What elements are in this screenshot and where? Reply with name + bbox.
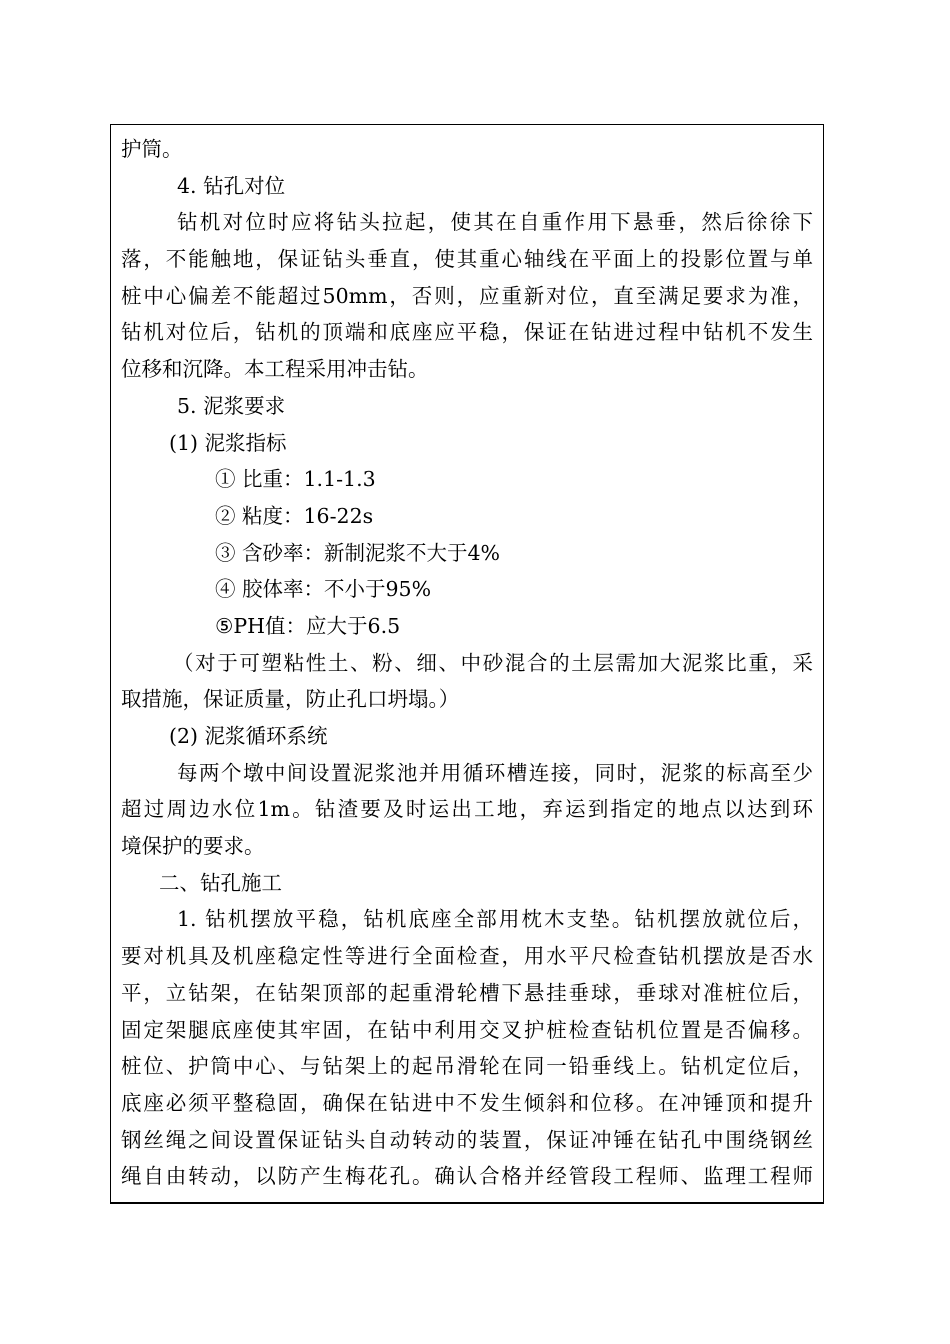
text-line: 桩中心偏差不能超过50mm，否则，应重新对位，直至满足要求为准，	[121, 283, 813, 308]
text-line: 钻机对位时应将钻头拉起，使其在自重作用下悬垂，然后徐徐下	[177, 210, 813, 235]
text-line: （对于可塑粘性土、粉、细、中砂混合的土层需加大泥浆比重，采	[173, 650, 813, 675]
text-line: 位移和沉降。本工程采用冲击钻。	[121, 357, 429, 382]
list-item: ② 粘度：16-22s	[215, 503, 374, 528]
section-heading: 二、钻孔施工	[159, 870, 282, 895]
text-line: 固定架腿底座使其牢固，在钻中利用交叉护桩检查钻机位置是否偏移。	[121, 1017, 813, 1042]
subsection-heading: (1) 泥浆指标	[169, 430, 287, 455]
text-line: 超过周边水位1m。钻渣要及时运出工地，弃运到指定的地点以达到环	[121, 797, 813, 822]
text-line: 护筒。	[121, 137, 183, 161]
list-item: ④ 胶体率：不小于95%	[215, 577, 432, 602]
text-line: 绳自由转动，以防产生梅花孔。确认合格并经管段工程师、监理工程师	[121, 1164, 813, 1189]
text-line: 平，立钻架，在钻架顶部的起重滑轮槽下悬挂垂球，垂球对准桩位后，	[121, 980, 813, 1005]
list-item: ⑤PH值：应大于6.5	[215, 613, 401, 638]
text-line: 钢丝绳之间设置保证钻头自动转动的装置，保证冲锤在钻孔中围绕钢丝	[121, 1127, 813, 1152]
text-line: 桩位、护筒中心、与钻架上的起吊滑轮在同一铅垂线上。钻机定位后，	[121, 1054, 813, 1079]
document-frame	[110, 124, 824, 1204]
text-line: 境保护的要求。	[121, 834, 265, 859]
text-line: 取措施，保证质量，防止孔口坍塌。）	[121, 687, 460, 712]
list-item: ③ 含砂率：新制泥浆不大于4%	[215, 540, 501, 565]
text-line: 落，不能触地，保证钻头垂直，使其重心轴线在平面上的投影位置与单	[121, 247, 813, 272]
text-line: 1. 钻机摆放平稳，钻机底座全部用枕木支垫。钻机摆放就位后，	[177, 907, 813, 932]
text-line: 每两个墩中间设置泥浆池并用循环槽连接，同时，泥浆的标高至少	[177, 760, 813, 785]
text-line: 要对机具及机座稳定性等进行全面检查，用水平尺检查钻机摆放是否水	[121, 944, 813, 969]
text-line: 底座必须平整稳固，确保在钻进中不发生倾斜和位移。在冲锤顶和提升	[121, 1090, 813, 1115]
list-item: ① 比重：1.1-1.3	[215, 467, 376, 492]
document-body	[121, 131, 813, 1195]
section-heading: 4. 钻孔对位	[177, 173, 286, 198]
section-heading: 5. 泥浆要求	[177, 393, 286, 418]
text-line: 钻机对位后，钻机的顶端和底座应平稳，保证在钻进过程中钻机不发生	[121, 320, 813, 345]
subsection-heading: (2) 泥浆循环系统	[169, 724, 328, 748]
